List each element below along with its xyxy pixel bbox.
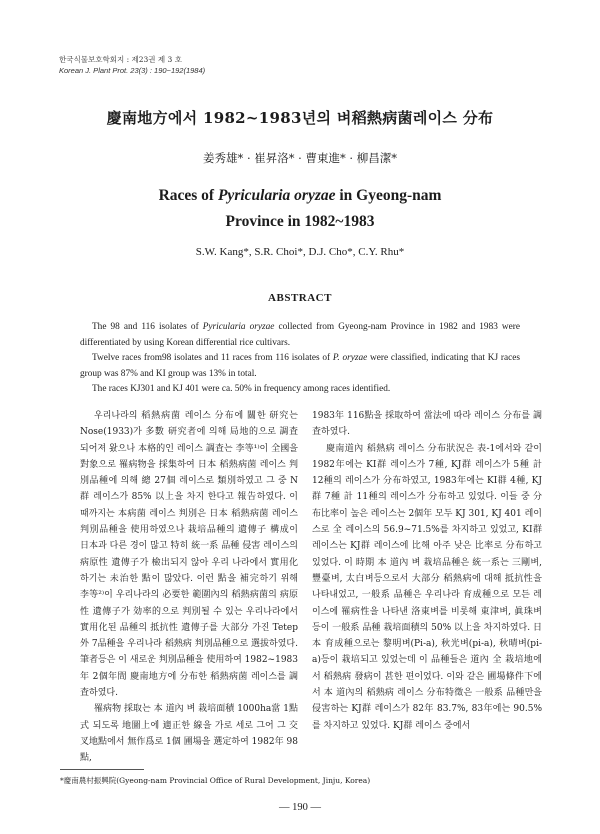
abstract-body: [80, 320, 520, 398]
authors-english: S.W. Kang*, S.R. Choi*, D.J. Cho*, C.Y. Rhu*: [195, 246, 405, 258]
footnote-affiliation: *慶南農村振興院(Gyeong-nam Provincial Office of Rural Development, Jinju, Korea): [60, 776, 371, 785]
abstract-p1-species: Pyricularia oryzae: [202, 322, 275, 332]
abstract-paragraph-2: [80, 351, 520, 382]
abstract-p2-text-b: were classified, indicating that KJ races group was 87% and KI group was 13% in total.: [80, 353, 520, 379]
body-right-paragraph-1: 慶南道內 稻熱病 레이스 分布狀況은 表-1에서와 같이 1982年에는 KI群 레이스가 7種, KJ群 레이스가 5種 計12種의 레이스가 分布하였고, 1983年에는 KI群 4種, KJ群 7種 計 11種의 레이스가 分布하고 있었다. 이들 중 分布比率이 높은 레이스는 2個年 모두 KJ 301, KJ 401 레이스로 全 레이스의 56.9~71.5%를 차지하고 있었고, KI群 레이스는 KJ群 레이스에 比해 아주 낮은 比率로 分布하고 있었다. 이 時期 本 道內 벼 栽培品種은 統一系는 三剛벼, 豐臺벼, 太白벼등으로서 大部分 稻熱病에 대해 抵抗性을 나타내었고, 一般系 品種은 우리나라 育成種으로 모든 레이스에 罹病性을 나타낸 洛東벼를 비롯해 東津벼, 眞珠벼등이 一般系 品種 栽培面積의 50% 以上을 차지하였다. 日本 育成種으로는 黎明벼(Pi-a), 秋光벼(pi-a), 秋晴벼(pi-a)등이 栽培되고 있었는데 이 品種들은 道內 全 栽培地에서 稻熱病 發病이 甚한 편이었다. 이와 같은 圃場條件下에서 本 道內의 稻熱病 레이스 分布特徵은 一般系 品種만을 侵害하는 KJ群 레이스가 82年 83.7%, 83年에는 90.5%를 차지하고 있었다. KJ群 레이스 중에서: [312, 443, 542, 731]
page-number: — 190 —: [279, 802, 321, 813]
body-right-column: [312, 408, 542, 734]
title-english-part2: in Gyeong-nam: [335, 187, 442, 204]
abstract-p1-text-a: The 98 and 116 isolates of: [92, 322, 203, 332]
abstract-heading: ABSTRACT: [268, 292, 332, 304]
title-english: [0, 183, 600, 235]
abstract-paragraph-3: The races KJ301 and KJ 401 were ca. 50% in frequency among races identified.: [92, 384, 391, 395]
title-korean: 慶南地方에서 1982~1983년의 벼稻熱病菌레이스 分布: [106, 109, 494, 127]
journal-name-korean: 한국식물보호학회지 : 제23권 제 3 호: [59, 55, 182, 64]
journal-citation-english: Korean J. Plant Prot. 23(3) : 190~192(1984): [59, 66, 206, 75]
abstract-p1-text-b: collected from Gyeong-nam Province in 1982 and 1983 were differentiated by using Korean differential rice cultivars.: [80, 322, 520, 348]
authors-korean: 姜秀雄* · 崔昇洛* · 曹東進* · 柳昌潔*: [203, 151, 397, 165]
body-left-paragraph-1: 우리나라의 稻熱病菌 레이스 分布에 關한 研究는 Nose(1933)가 多數 研究者에 의해 局地的으로 調査되어져 왔으나 本格的인 레이스 調査는 李等¹⁾이 全國을 對象으로 罹病物을 採集하여 日本 稻熱病菌 레이스 判別品種에 의해 總 27個 레이스로 類別하였고 그 중 N群 레이스가 85% 以上을 차지 한다고 報告하였다. 이때까지는 本病菌 레이스 判別은 日本 稻熱病菌 레이스 判別品種을 使用하였으나 栽培品種의 遺傳子 構成이 日本과 다른 경이 많고 特히 統一系 品種 侵害 레이스의 病原性 遺傳子가 檢出되지 않아 우리 나라에서 實用化하기는 未治한 點이 많았다. 이런 點을 補完하기 위해 李等²⁾이 우리나라의 必要한 範圍內의 稻熱病菌의 病原性 遺傳子가 効率的으로 判別될 수 있는 우리나라에서 實用化된 品種의 抵抗性 遺傳子를 大部分 가진 Tetep外 7品種을 우리나라 稻熱病 判別品種으로 選拔하였다. 筆者등은 이 새로운 判別品種을 使用하여 1982~1983年 2個年間 慶南地方에 分布한 稻熱病菌 레이스를 調査하였다.: [80, 411, 298, 699]
abstract-p2-text-a: Twelve races from98 isolates and 11 races from 116 isolates of: [92, 353, 333, 364]
title-english-part1: Races of: [158, 187, 218, 204]
abstract-paragraph-1: [80, 320, 520, 351]
body-left-paragraph-2: 罹病物 採取는 本 道內 벼 栽培面積 1000ha當 1點式 되도록 地圖上에 適正한 線을 가로 세로 그어 그 交叉地點에서 無作爲로 1個 圃場을 選定하여 1982年 98點,: [80, 704, 298, 764]
body-left-column: [80, 408, 298, 767]
title-english-line2: Province in 1982~1983: [225, 213, 375, 230]
abstract-p2-species: P. oryzae: [332, 353, 368, 364]
body-right-paragraph-0: 1983年 116點을 採取하여 當法에 따라 레이스 分布를 調査하였다.: [312, 411, 542, 438]
title-english-species: Pyricularia oryzae: [217, 187, 336, 204]
journal-header: [59, 54, 205, 76]
footnote-divider: [60, 769, 144, 770]
